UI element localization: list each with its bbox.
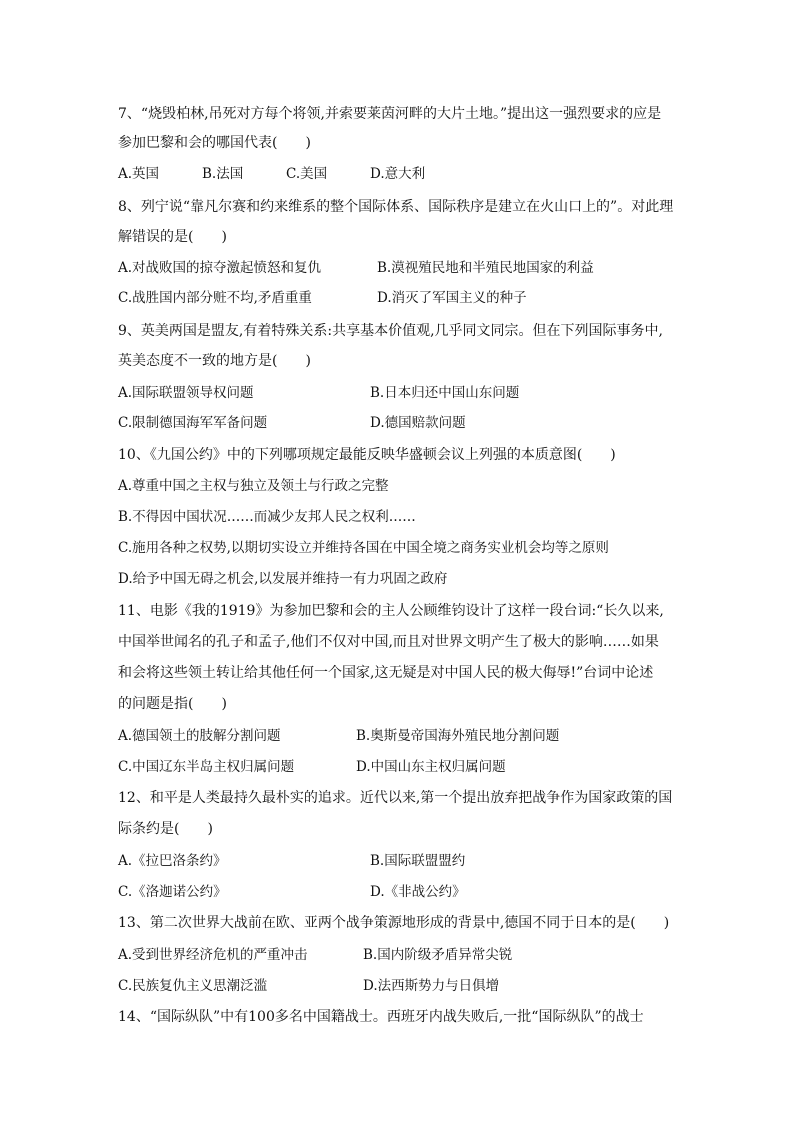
question-14-stem-line-1: 14、“国际纵队”中有100多名中国籍战士。西班牙内战失败后,一批“国际纵队”的战士	[118, 1009, 644, 1025]
question-8-option-b: B.漠视殖民地和半殖民地国家的利益	[377, 260, 594, 276]
question-12-option-d: D.《非战公约》	[370, 884, 466, 900]
question-13-option-b: B.国内阶级矛盾异常尖锐	[363, 947, 513, 963]
question-11-stem-line-4: 的问题是指( )	[118, 696, 227, 712]
question-12-option-b: B.国际联盟盟约	[370, 853, 466, 869]
question-13-option-a: A.受到世界经济危机的严重冲击	[118, 947, 308, 963]
question-12-stem-line-1: 12、和平是人类最持久最朴实的追求。近代以来,第一个提出放弃把战争作为国家政策的国	[118, 790, 673, 806]
question-10-stem-line-1: 10、《九国公约》中的下列哪项规定最能反映华盛顿会议上列强的本质意图( )	[118, 447, 616, 463]
question-8-stem-line-2: 解错误的是( )	[118, 229, 227, 245]
question-8-option-c: C.战胜国内部分赃不均,矛盾重重	[118, 290, 312, 306]
question-9-stem-line-2: 英美态度不一致的地方是( )	[118, 353, 311, 369]
question-12-stem-line-2: 际条约是( )	[118, 821, 213, 837]
question-11-option-c: C.中国辽东半岛主权归属问题	[118, 759, 295, 775]
question-7-option-c: C.美国	[286, 166, 328, 182]
question-11-option-d: D.中国山东主权归属问题	[356, 759, 506, 775]
question-10-option-c: C.施用各种之权势,以期切实设立并维持各国在中国全境之商务实业机会均等之原则	[118, 540, 609, 556]
question-9-option-b: B.日本归还中国山东问题	[370, 385, 520, 401]
question-7-option-d: D.意大利	[370, 166, 426, 182]
question-11-stem-line-2: 中国举世闻名的孔子和孟子,他们不仅对中国,而且对世界文明产生了极大的影响……如果	[118, 634, 659, 650]
question-9-option-d: D.德国赔款问题	[370, 415, 466, 431]
question-8-stem-line-1: 8、列宁说“靠凡尔赛和约来维系的整个国际体系、国际秩序是建立在火山口上的”。对此理	[118, 199, 674, 215]
question-10-option-d: D.给予中国无碍之机会,以发展并维持一有力巩固之政府	[118, 571, 448, 587]
question-9-option-c: C.限制德国海军军备问题	[118, 415, 268, 431]
question-7-option-a: A.英国	[118, 166, 160, 182]
question-11-option-a: A.德国领土的肢解分割问题	[118, 728, 281, 744]
question-10-option-b: B.不得因中国状况……而减少友邦人民之权利……	[118, 509, 416, 525]
question-13-option-d: D.法西斯势力与日俱增	[363, 978, 500, 994]
question-7-option-b: B.法国	[202, 166, 244, 182]
question-7-stem-line-2: 参加巴黎和会的哪国代表( )	[118, 135, 311, 151]
question-13-stem-line-1: 13、第二次世界大战前在欧、亚两个战争策源地形成的背景中,德国不同于日本的是( )	[118, 915, 670, 931]
question-9-option-a: A.国际联盟领导权问题	[118, 385, 254, 401]
question-11-stem-line-1: 11、电影《我的1919》为参加巴黎和会的主人公顾维钧设计了这样一段台词:“长久以来,	[118, 603, 664, 619]
question-12-option-c: C.《洛迦诺公约》	[118, 884, 227, 900]
question-11-stem-line-3: 和会将这些领土转让给其他任何一个国家,这无疑是对中国人民的极大侮辱!”台词中论述	[118, 665, 654, 681]
question-8-option-d: D.消灭了军国主义的种子	[377, 290, 527, 306]
question-10-option-a: A.尊重中国之主权与独立及领土与行政之完整	[118, 478, 389, 494]
question-8-option-a: A.对战败国的掠夺激起愤怒和复仇	[118, 260, 322, 276]
question-9-stem-line-1: 9、英美两国是盟友,有着特殊关系:共享基本价值观,几乎同文同宗。但在下列国际事务中,	[118, 323, 663, 339]
question-7-stem-line-1: 7、“烧毁柏林,吊死对方每个将领,并索要莱茵河畔的大片土地。”提出这一强烈要求的应是	[118, 106, 662, 122]
question-13-option-c: C.民族复仇主义思潮泛滥	[118, 978, 268, 994]
question-12-option-a: A.《拉巴洛条约》	[118, 853, 227, 869]
question-11-option-b: B.奥斯曼帝国海外殖民地分割问题	[356, 728, 560, 744]
